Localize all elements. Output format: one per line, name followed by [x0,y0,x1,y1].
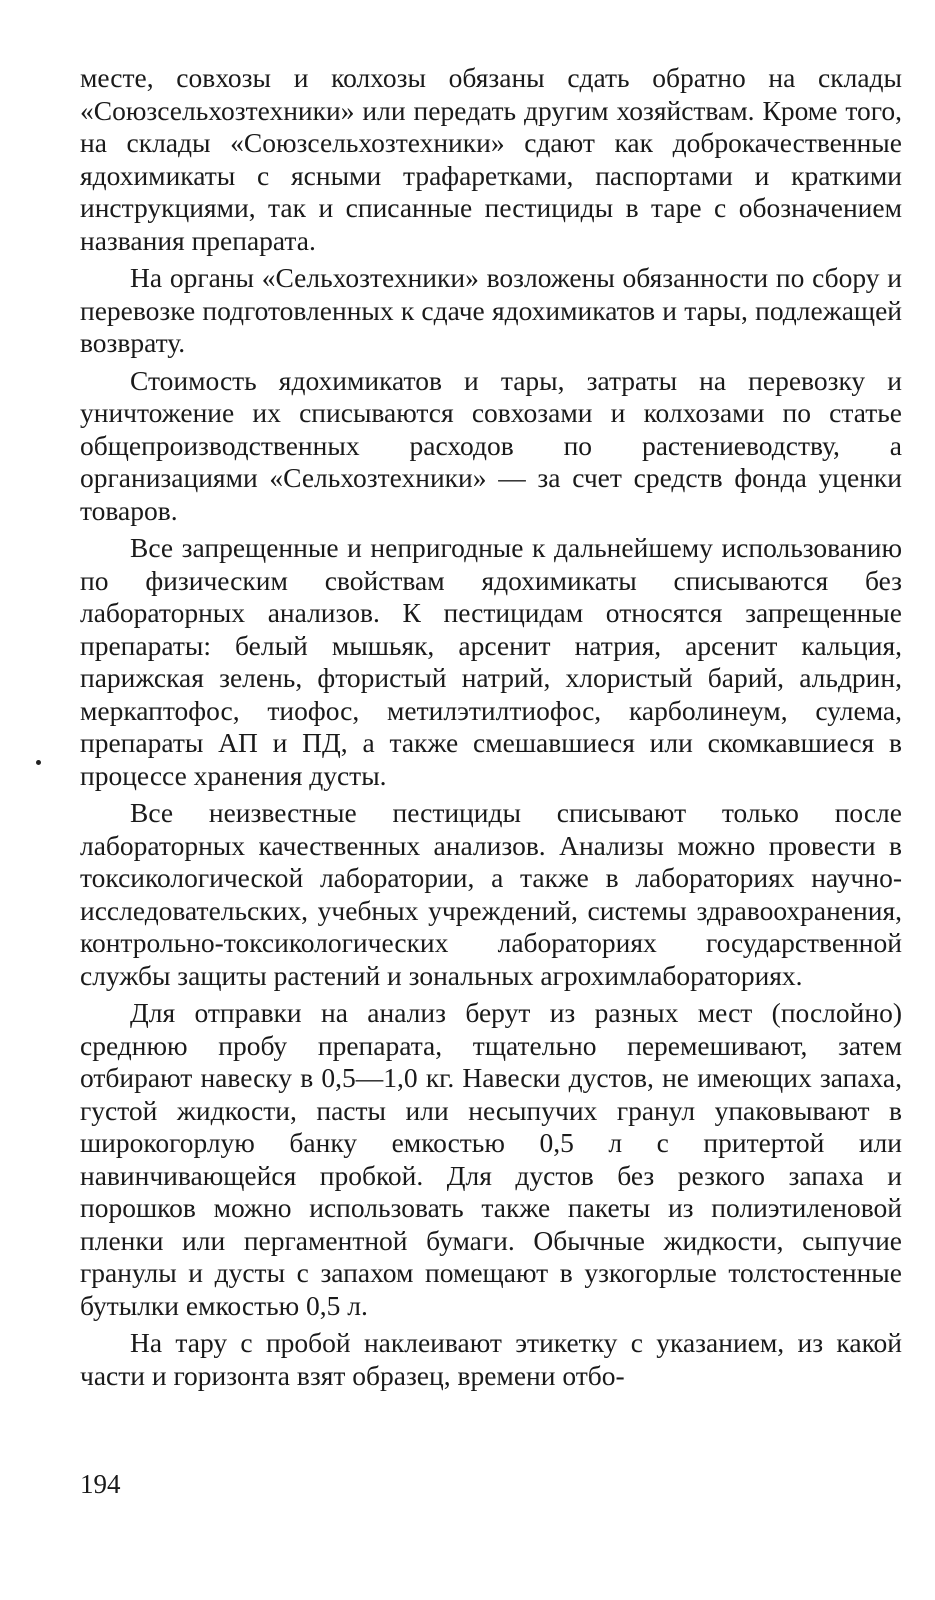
paragraph-5: Все неизвестные пестициды списывают только после лабораторных качественных анализов. Анализы можно провести в токсикологической лаборатории, а также в лабораториях научно-исследовательских, учебных учреждений, системы здравоохранения, контрольно-токсикологических лабораториях государственной службы защиты растений и зональных агрохимлабораториях. [80,797,902,991]
paragraph-7: На тару с пробой наклеивают этикетку с указанием, из какой части и горизонта взят образец, времени отбо- [80,1327,902,1391]
page-body [80,62,902,1397]
paragraph-3: Стоимость ядохимикатов и тары, затраты на перевозку и уничтожение их списываются совхозами и колхозами по статье общепроизводственных расходов по растениеводству, а организациями «Сельхозтехники» — за счет средств фонда уценки товаров. [80,364,902,526]
page-number: 194 [80,1469,121,1499]
print-speck [36,760,41,765]
paragraph-4: Все запрещенные и непригодные к дальнейшему использованию по физическим свойствам ядохимикаты списываются без лабораторных анализов. К пестицидам относятся запрещенные препараты: белый мышьяк, арсенит натрия, арсенит кальция, парижская зелень, фтористый натрий, хлористый барий, альдрин, меркаптофос, тиофос, метилэтилтиофос, карболинеум, сулема, препараты АП и ПД, а также смешавшиеся или скомкавшиеся в процессе хранения дусты. [80,532,902,791]
paragraph-6: Для отправки на анализ берут из разных мест (послойно) среднюю пробу препарата, тщательно перемешивают, затем отбирают навеску в 0,5—1,0 кг. Навески дустов, не имеющих запаха, густой жидкости, пасты или несыпучих гранул упаковывают в широкогорлую банку емкостью 0,5 л с притертой или навинчивающейся пробкой. Для дустов без резкого запаха и порошков можно использовать также пакеты из полиэтиленовой пленки или пергаментной бумаги. Обычные жидкости, сыпучие гранулы и дусты с запахом помещают в узкогорлые толстостенные бутылки емкостью 0,5 л. [80,997,902,1321]
paragraph-2: На органы «Сельхозтехники» возложены обязанности по сбору и перевозке подготовленных к сдаче ядохимикатов и тары, подлежащей возврату. [80,262,902,358]
paragraph-1: месте, совхозы и колхозы обязаны сдать обратно на склады «Союзсельхозтехники» или передать другим хозяйствам. Кроме того, на склады «Союзсельхозтехники» сдают как доброкачественные ядохимикаты с ясными трафаретками, паспортами и краткими инструкциями, так и списанные пестициды в таре с обозначением названия препарата. [80,62,902,256]
